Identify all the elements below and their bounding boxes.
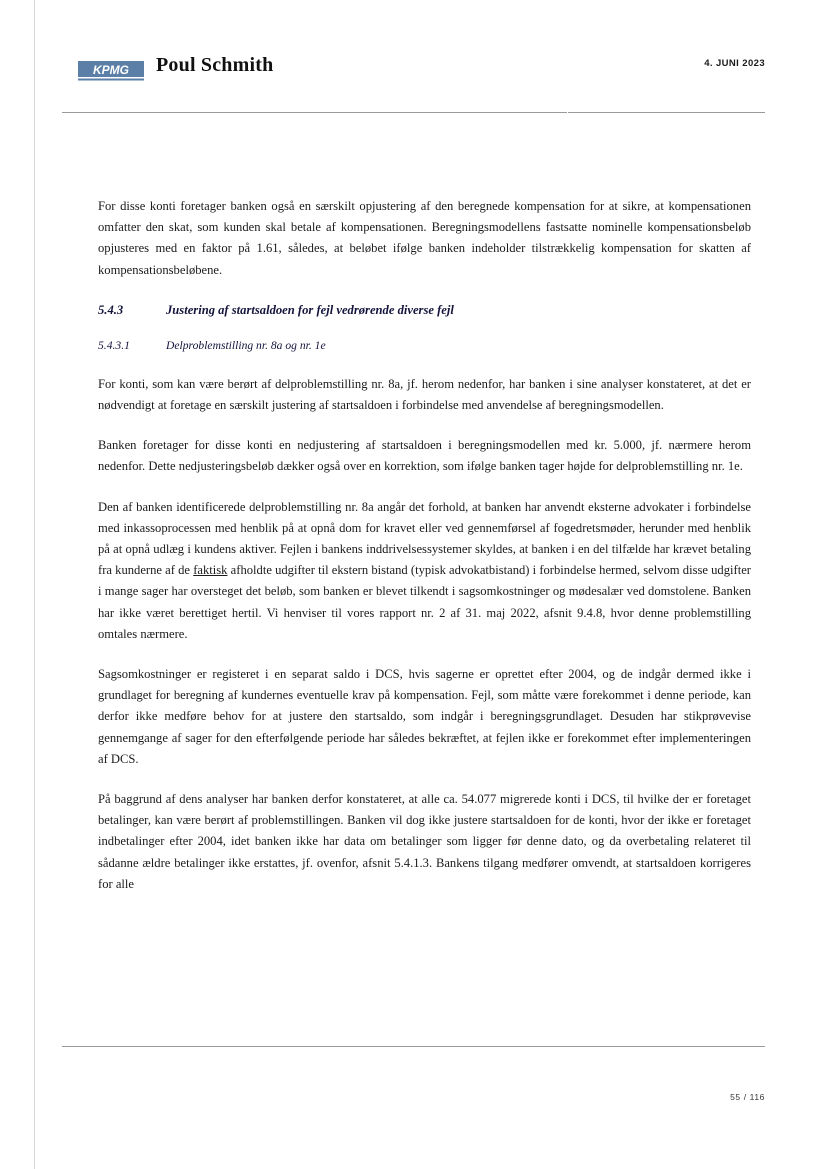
paragraph: Sagsomkostninger er registeret i en separat saldo i DCS, hvis sagerne er oprettet efter 2004, og de indgår dermed ikke i grundlaget for beregning af kundernes eventuelle krav på kompensation. Fejl, som måtte være forekommet i denne periode, kan derfor ikke medføre behov for at justere den startsaldo, som indgår i beregningsgrundlaget. Desuden har stikprøvevise gennemgange af sager for den efterfølgende periode har således bekræftet, at fejlen ikke er forekommet efter implementeringen af DCS. <box>98 667 751 766</box>
header-rule-left <box>62 112 567 113</box>
subsection-number: 5.4.3.1 <box>98 338 130 352</box>
document-body <box>98 196 751 914</box>
section-title: Justering af startsaldoen for fejl vedrørende diverse fejl <box>166 302 454 317</box>
paragraph: Banken foretager for disse konti en nedjustering af startsaldoen i beregningsmodellen med kr. 5.000, jf. nærmere herom nedenfor. Dette nedjusteringsbeløb dækker også over en korrektion, som ifølge banken tager højde for delproblemstilling nr. 1e. <box>98 438 751 474</box>
paragraph: For disse konti foretager banken også en særskilt opjustering af den beregnede kompensation for at sikre, at kompensationen omfatter den skat, som kunden skal betale af kompensationen. Beregningsmodellens fastsatte nominelle kompensationsbeløb opjusteres med en faktor på 1.61, således, at beløbet ifølge banken indeholder tilstrækkelig kompensation for skatten af kompensationsbeløbene. <box>98 199 751 277</box>
paragraph-text-part-1: Den af banken identificerede delproblemstilling nr. 8a angår det forhold, at banken har anvendt eksterne advokater i forbindelse med inkassoprocessen med henblik på at opnå dom for kravet eller ved gennemførsel af fogedretsmøder, herunder med henblik på at opnå udlæg i kundens aktiver. Fejlen i bankens inddrivelsessystemer skyldes, at banken i en del tilfælde har krævet betaling fra kunderne af de <box>98 499 751 578</box>
subsection-heading-5-4-3-1 <box>98 336 751 356</box>
brand-name: Poul Schmith <box>156 54 274 76</box>
paragraph-with-underline <box>98 497 751 645</box>
paragraph: På baggrund af dens analyser har banken derfor konstateret, at alle ca. 54.077 migrerede konti i DCS, til hvilke der er foretaget betalinger, kan være berørt af problemstillingen. Banken vil dog ikke justere startsaldoen for de konti, hvor der ikke er foretaget indbetalinger efter 2004, idet banken ikke har data om betalinger som ligger før denne dato, og da overbetaling relateret til sådanne ældre betalinger ikke erstattes, jf. ovenfor, afsnit 5.4.1.3. Bankens tilgang medfører omvendt, at startsaldoen korrigeres for alle <box>98 792 751 891</box>
kpmg-logo-icon <box>78 60 144 82</box>
section-number: 5.4.3 <box>98 302 124 317</box>
page-binding-edge <box>34 0 35 1169</box>
footer-rule <box>62 1046 765 1047</box>
subsection-title: Delproblemstilling nr. 8a og nr. 1e <box>166 338 326 352</box>
paragraph: For konti, som kan være berørt af delproblemstilling nr. 8a, jf. herom nedenfor, har banken i sine analyser konstateret, at det er nødvendigt at foretage en særskilt justering af startsaldoen i forbindelse med anvendelse af beregningsmodellen. <box>98 376 751 413</box>
page-number: 55 / 116 <box>730 1092 765 1102</box>
underlined-word: faktisk <box>193 563 228 578</box>
header-date: 4. JUNI 2023 <box>704 58 765 69</box>
paragraph-text-part-2: afholdte udgifter til ekstern bistand (typisk advokatbistand) i forbindelse hermed, selvom disse udgifter i mange sager har oversteget det beløb, som banken er blevet tilkendt i sagsomkostninger og mødesalær ved domstolene. Banken har ikke været berettiget hertil. Vi henviser til vores rapport nr. 2 af 31. maj 2022, afsnit 9.4.8, hvor denne problemstilling omtales nærmere. <box>98 563 752 641</box>
page-header <box>62 48 765 100</box>
section-heading-5-4-3 <box>98 300 751 320</box>
svg-text:KPMG: KPMG <box>93 63 129 77</box>
header-rule-right <box>568 112 765 113</box>
